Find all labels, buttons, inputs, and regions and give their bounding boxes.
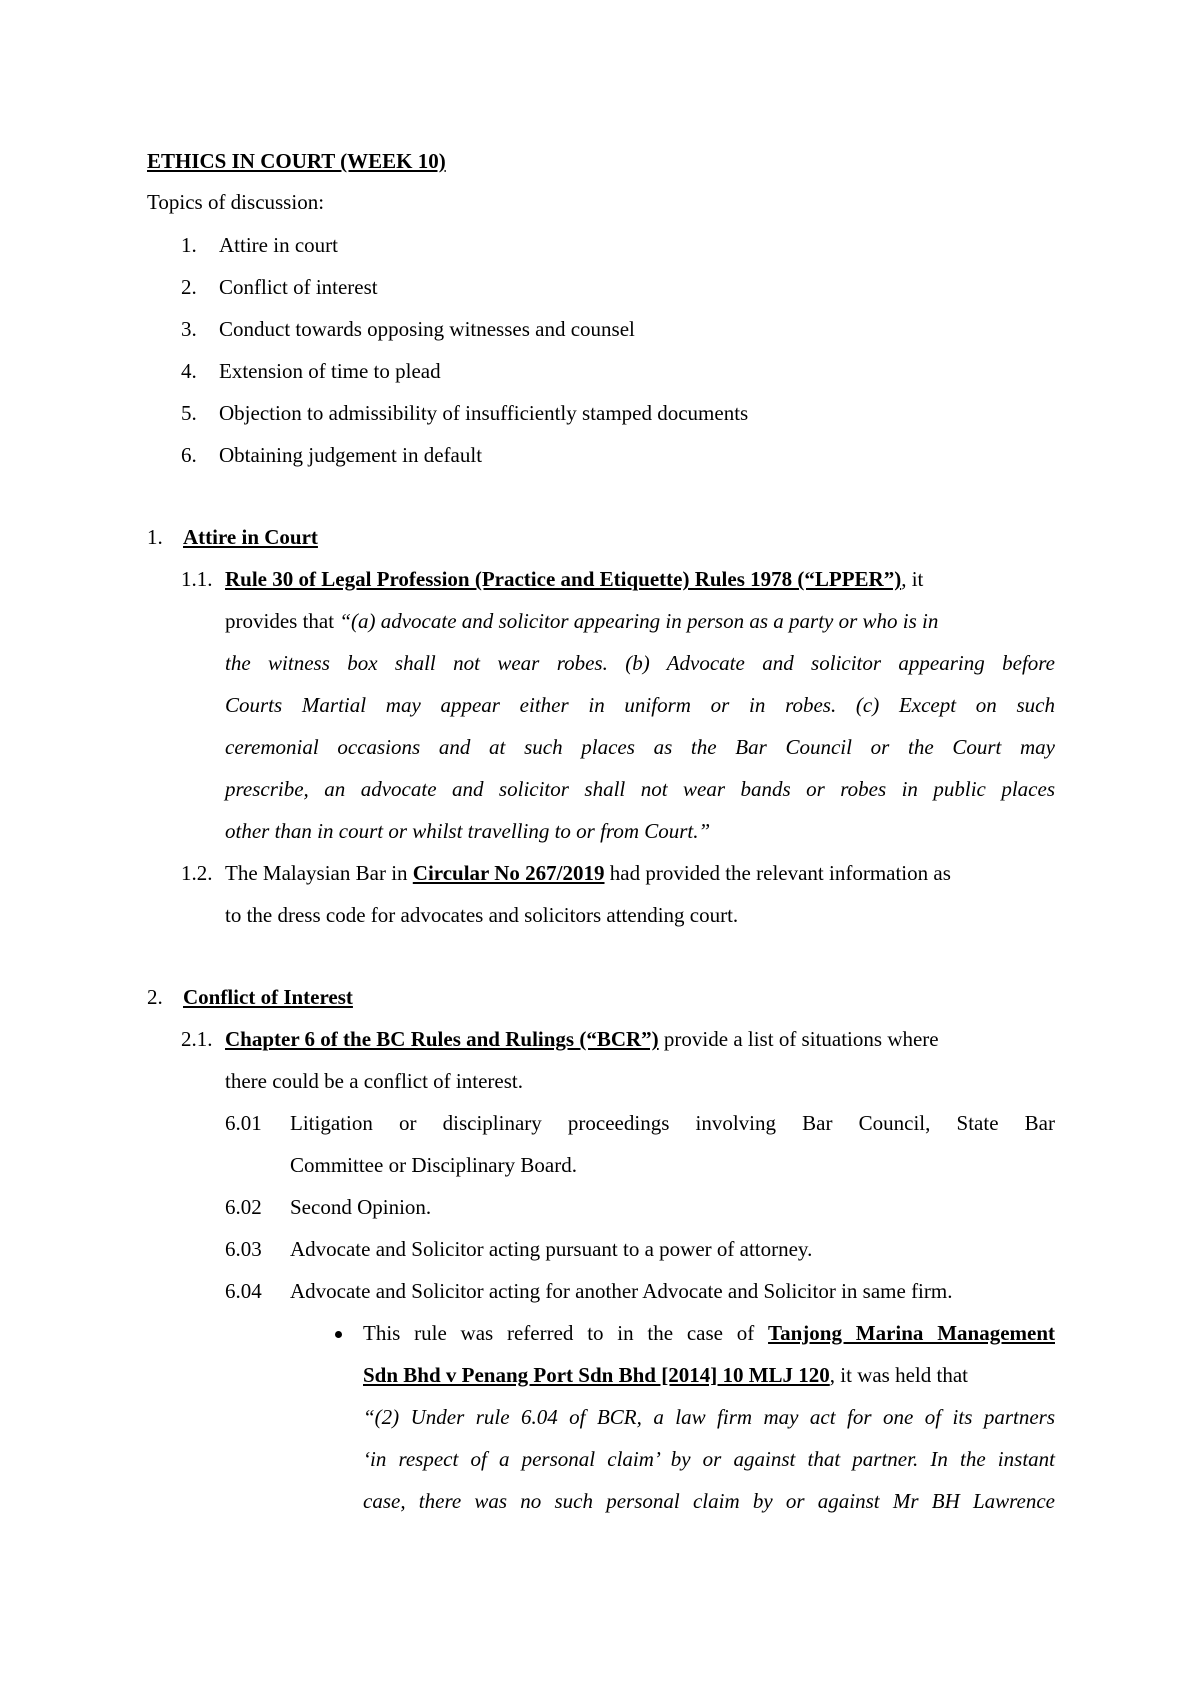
quote-line: the witness box shall not wear robes. (b) Advocate and solicitor appearing before: [225, 651, 1055, 675]
topic-number: 4.: [181, 359, 197, 383]
case-reference: Tanjong Marina Management: [768, 1321, 1055, 1345]
quote-line: other than in court or whilst travelling to or from Court.”: [225, 819, 711, 843]
topic-item: Attire in court: [219, 233, 338, 257]
quote-line: prescribe, an advocate and solicitor shall not wear bands or robes in public places: [225, 777, 1055, 801]
topic-number: 1.: [181, 233, 197, 257]
topic-item: Conflict of interest: [219, 275, 378, 299]
paragraph-number: 1.1.: [181, 567, 213, 591]
rule-number: 6.01: [225, 1111, 262, 1135]
rule-text: Advocate and Solicitor acting for another Advocate and Solicitor in same firm.: [290, 1279, 953, 1303]
bullet-icon: [335, 1331, 342, 1338]
rule-number: 6.03: [225, 1237, 262, 1261]
paragraph-2-1-line-2: there could be a conflict of interest.: [225, 1069, 523, 1093]
paragraph-2-1-line-1: Chapter 6 of the BC Rules and Rulings (“BCR”) provide a list of situations where: [225, 1027, 939, 1051]
paragraph-1-2-line-2: to the dress code for advocates and solicitors attending court.: [225, 903, 739, 927]
case-quote-line: ‘in respect of a personal claim’ by or against that partner. In the instant: [363, 1447, 1055, 1471]
case-quote-line: case, there was no such personal claim by or against Mr BH Lawrence: [363, 1489, 1055, 1513]
topic-number: 5.: [181, 401, 197, 425]
topic-item: Objection to admissibility of insufficiently stamped documents: [219, 401, 749, 425]
quote-line: ceremonial occasions and at such places as the Bar Council or the Court may: [225, 735, 1055, 759]
paragraph-1-1-line-1: Rule 30 of Legal Profession (Practice and Etiquette) Rules 1978 (“LPPER”), it: [225, 567, 924, 591]
paragraph-number: 2.1.: [181, 1027, 213, 1051]
bullet-line-1: This rule was referred to in the case of Tanjong Marina Management: [363, 1321, 1055, 1345]
section-number: 2.: [147, 985, 163, 1009]
quote-line: Courts Martial may appear either in uniform or in robes. (c) Except on such: [225, 693, 1055, 717]
paragraph-number: 1.2.: [181, 861, 213, 885]
rule-30-reference: Rule 30 of Legal Profession (Practice and Etiquette) Rules 1978 (“LPPER”): [225, 567, 902, 591]
rule-number: 6.02: [225, 1195, 262, 1219]
section-number: 1.: [147, 525, 163, 549]
rule-text: Second Opinion.: [290, 1195, 432, 1219]
case-quote-line: “(2) Under rule 6.04 of BCR, a law firm may act for one of its partners: [363, 1405, 1055, 1429]
topic-number: 6.: [181, 443, 197, 467]
rule-number: 6.04: [225, 1279, 262, 1303]
section-heading-conflict: Conflict of Interest: [183, 985, 353, 1009]
topic-number: 2.: [181, 275, 197, 299]
paragraph-1-1-line-2: provides that “(a) advocate and solicitor appearing in person as a party or who is in: [225, 609, 939, 633]
topic-item: Extension of time to plead: [219, 359, 441, 383]
circular-reference: Circular No 267/2019: [412, 861, 605, 885]
topics-heading: Topics of discussion:: [147, 190, 325, 214]
section-heading-attire: Attire in Court: [183, 525, 318, 549]
rule-text: Advocate and Solicitor acting pursuant to a power of attorney.: [290, 1237, 813, 1261]
topic-item: Conduct towards opposing witnesses and counsel: [219, 317, 635, 341]
topic-number: 3.: [181, 317, 197, 341]
page-title: ETHICS IN COURT (WEEK 10): [147, 149, 446, 173]
paragraph-1-2-line-1: The Malaysian Bar in Circular No 267/2019 had provided the relevant information as: [225, 861, 951, 885]
rule-text: Litigation or disciplinary proceedings involving Bar Council, State Bar: [290, 1111, 1055, 1135]
chapter-6-reference: Chapter 6 of the BC Rules and Rulings (“BCR”): [225, 1027, 659, 1051]
case-reference: Sdn Bhd v Penang Port Sdn Bhd [2014] 10 MLJ 120: [363, 1363, 830, 1387]
bullet-line-2: Sdn Bhd v Penang Port Sdn Bhd [2014] 10 MLJ 120, it was held that: [363, 1363, 969, 1387]
rule-text: Committee or Disciplinary Board.: [290, 1153, 577, 1177]
topic-item: Obtaining judgement in default: [219, 443, 483, 467]
